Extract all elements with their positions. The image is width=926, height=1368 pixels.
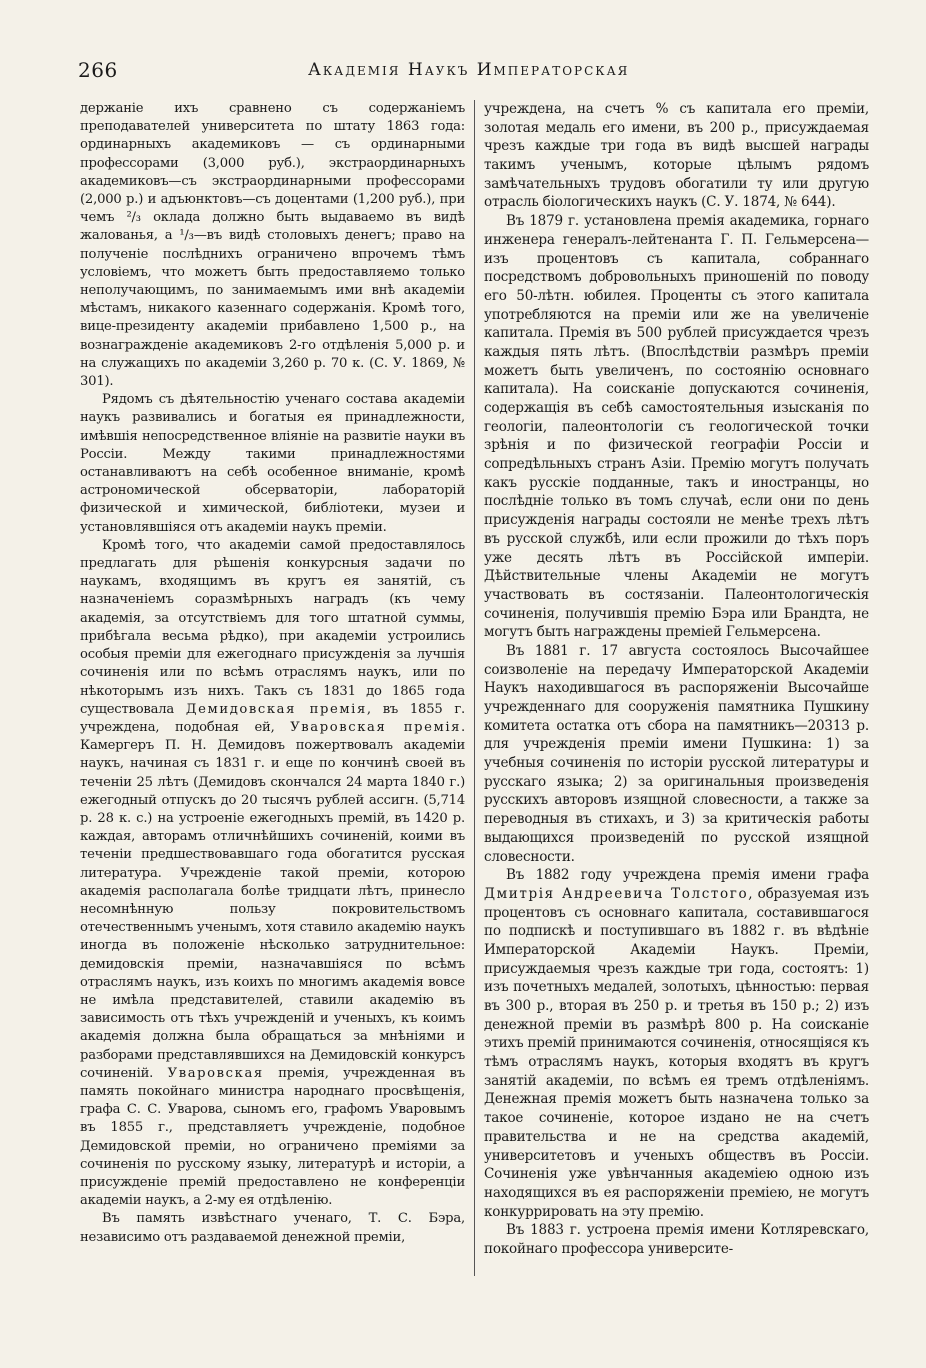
column-divider <box>474 100 475 1276</box>
paragraph: Въ 1881 г. 17 августа состоялось Высочайшее соизволеніе на передачу Императорской Академіи Наукъ находившагося въ распоряженіи Высочайше учрежденнаго для сооруженія памятника Пушкину комитета остатка отъ сбора на памятникъ—20313 р. для учрежденія преміи имени Пушкина: 1) за учебныя сочиненія по исторіи русской литературы и русскаго языка; 2) за оригинальныя произведенія русскихъ авторовъ изящной словесности, а также за переводныя въ стихахъ, и 3) за критическія работы выдающихся произведеній по русской изящной словесности. <box>484 642 869 865</box>
left-column <box>80 100 465 1247</box>
paragraph <box>484 866 869 1221</box>
text-run: , образуемая изъ процентовъ съ основнаго капитала, составившагося по подпискѣ и поступившаго въ 1882 г. въ вѣдѣніе Императорской Академіи Наукъ. Преміи, присуждаемыя чрезъ каждые три года, состоятъ: 1) изъ почетныхъ медалей, золотыхъ, цѣнностью: первая въ 300 р., вторая въ 250 р. и третья въ 150 р.; 2) изъ денежной преміи въ размѣрѣ 800 р. На соисканіе этихъ премій принимаются сочиненія, относящіяся къ тѣмъ отраслямъ наукъ, которыя входятъ въ кругъ занятій академіи, по всѣмъ ея тремъ отдѣленіямъ. Денежная премія можетъ быть назначена только за такое сочиненіе, которое издано не на счетъ правительства и не на средства академій, университетовъ и ученыхъ обществъ въ Россіи. Сочиненія уже увѣнчанныя академіею одною изъ находящихся въ ея распоряженіи преміею, не могутъ конкуррировать на эту премію. <box>484 885 870 1220</box>
text-run: . Камергеръ П. Н. Демидовъ пожертвовалъ академіи наукъ, начиная съ 1831 г. и еще по кончинѣ своей въ теченіи 25 лѣтъ (Демидовъ скончался 24 марта 1840 г.) ежегодный отпускъ до 20 тысячъ рублей ассигн. (5,714 р. 28 к. с.) на устроеніе ежегодныхъ премій, въ 1420 р. каждая, авторамъ отличнѣйшихъ сочиненій, коими въ теченіи предшествовавшаго года обогатится русская литература. Учрежденіе такой преміи, которою академія располагала болѣе тридцати лѣтъ, принесло несомнѣнную пользу покровительствомъ отечественнымъ ученымъ, хотя ставило академію наукъ иногда въ положеніе нѣсколько затруднительное: демидовскія преміи, назначавшіяся по всѣмъ отраслямъ наукъ, изъ коихъ по многимъ академія вовсе не имѣла представителей, ставили академію въ зависимость отъ тѣхъ учрежденій и ученыхъ, къ коимъ академія должна была обращаться за мнѣніями и разборами представлявшихся на Демидовскій конкурсъ сочиненій. <box>80 719 466 1081</box>
emphasized-term: Дмитрія Андреевича Толстого <box>484 885 749 902</box>
text-run: Въ 1882 году учреждена премія имени графа <box>506 867 869 884</box>
page-header <box>78 58 868 90</box>
emphasized-term: Уваровская <box>167 1065 264 1081</box>
running-title: Академія Наукъ Императорская <box>308 60 630 80</box>
text-run: Кромѣ того, что академіи самой предоставлялось предлагать для рѣшенія конкурсныя задачи по наукамъ, входящимъ въ кругъ ея занятій, съ назначеніемъ соразмѣрныхъ наградъ (къ чему академія, за отсутствіемъ для того штатной суммы, прибѣгала весьма рѣдко), при академіи устроились особыя преміи для ежегоднаго присужденія за лучшія сочиненія или по всѣмъ отраслямъ наукъ, или по нѣкоторымъ изъ нихъ. Такъ съ 1831 до 1865 года существовала <box>80 537 465 717</box>
paragraph: учреждена, на счетъ % съ капитала его преміи, золотая медаль его имени, въ 200 р., присуждаемая чрезъ каждые три года въ видѣ высшей награды такимъ ученымъ, которые цѣлымъ рядомъ замѣчательныхъ трудовъ обогатили ту или другую отрасль біологическихъ наукъ (С. У. 1874, № 644). <box>484 101 869 211</box>
paragraph <box>80 537 465 1211</box>
paragraph: держаніе ихъ сравнено съ содержаніемъ преподавателей университета по штату 1863 года: ординарныхъ академиковъ — съ ординарными профессорами (3,000 руб.), экстраординарныхъ академиковъ—съ экстраординарными профессорами (2,000 р.) и адъюнктовъ—съ доцентами (1,200 руб.), при чемъ ²/₃ оклада должно быть выдаваемо въ видѣ жалованья, а ¹/₃—въ видѣ столовыхъ денегъ; право на полученіе послѣднихъ ограничено впрочемъ тѣмъ условіемъ, что можетъ быть предоставляемо только неполучающимъ, по занимаемымъ ими внѣ академіи мѣстамъ, никакого казеннаго содержанія. Кромѣ того, вице-президенту академіи прибавлено 1,500 р., на вознагражденіе академиковъ 2-го отдѣленія 5,000 р. и на служащихъ по академіи 3,260 р. 70 к. (С. У. 1869, № 301). <box>80 101 465 390</box>
right-column <box>484 100 869 1259</box>
paragraph: Въ 1879 г. установлена премія академика, горнаго инженера генералъ-лейтенанта Г. П. Гельмерсена—изъ процентовъ съ капитала, собраннаго посредствомъ добровольныхъ приношеній по поводу его 50-лѣтн. юбилея. Проценты съ этого капитала употребляются на преміи или же на увеличеніе капитала. Премія въ 500 рублей присуждается чрезъ каждыя пять лѣтъ. (Впослѣдствіи размѣръ преміи можетъ быть увеличенъ, по состоянію основнаго капитала). На соисканіе допускаются сочиненія, содержащія въ себѣ самостоятельныя изысканія по геологіи, палеонтологіи съ геологической точки зрѣнія и по физической географіи Россіи и сопредѣльныхъ странъ Азіи. Премію могутъ получать какъ русскіе подданные, такъ и иностранцы, но послѣдніе только въ томъ случаѣ, если они по день присужденія награды состояли не менѣе трехъ лѣтъ въ русской службѣ, или если прожили до тѣхъ поръ уже десять лѣтъ въ Россійской имперіи. Дѣйствительные члены Академіи не могутъ участвовать въ состязаніи. Палеонтологическія сочиненія, получившія премію Бэра или Брандта, не могутъ быть награждены преміей Гельмерсена. <box>484 213 869 641</box>
paragraph: Рядомъ съ дѣятельностію ученаго состава академіи наукъ развивались и богатыя ея принадлежности, имѣвшія непосредственное вліяніе на развитіе науки въ Россіи. Между такими принадлежностями останавливаютъ на себѣ особенное вниманіе, кромѣ астрономической обсерваторіи, лабораторій физической и химической, библіотеки, музеи и установлявшіяся отъ академіи наукъ преміи. <box>80 392 465 535</box>
text-run: премія, учрежденная въ память покойнаго министра народнаго просвѣщенія, графа С. С. Уварова, сыномъ его, графомъ Уваровымъ въ 1855 г., представляетъ учрежденіе, подобное Демидовской преміи, но ограничено преміями за сочиненія по русскому языку, литературѣ и исторіи, а присужденіе премій предоставлено не конференціи академіи наукъ, а 2-му ея отдѣленію. <box>80 1065 465 1209</box>
paragraph: Въ память извѣстнаго ученаго, Т. С. Бэра, независимо отъ раздаваемой денежной преміи, <box>80 1211 465 1245</box>
emphasized-term: Уваровская премія <box>290 719 462 735</box>
page-number: 266 <box>78 58 118 82</box>
text-run: , въ 1855 г. учреждена, подобная ей, <box>80 701 465 735</box>
paragraph: Въ 1883 г. устроена премія имени Котляревскаго, покойнаго профессора университе- <box>484 1222 869 1257</box>
emphasized-term: Демидовская премія <box>185 701 367 717</box>
